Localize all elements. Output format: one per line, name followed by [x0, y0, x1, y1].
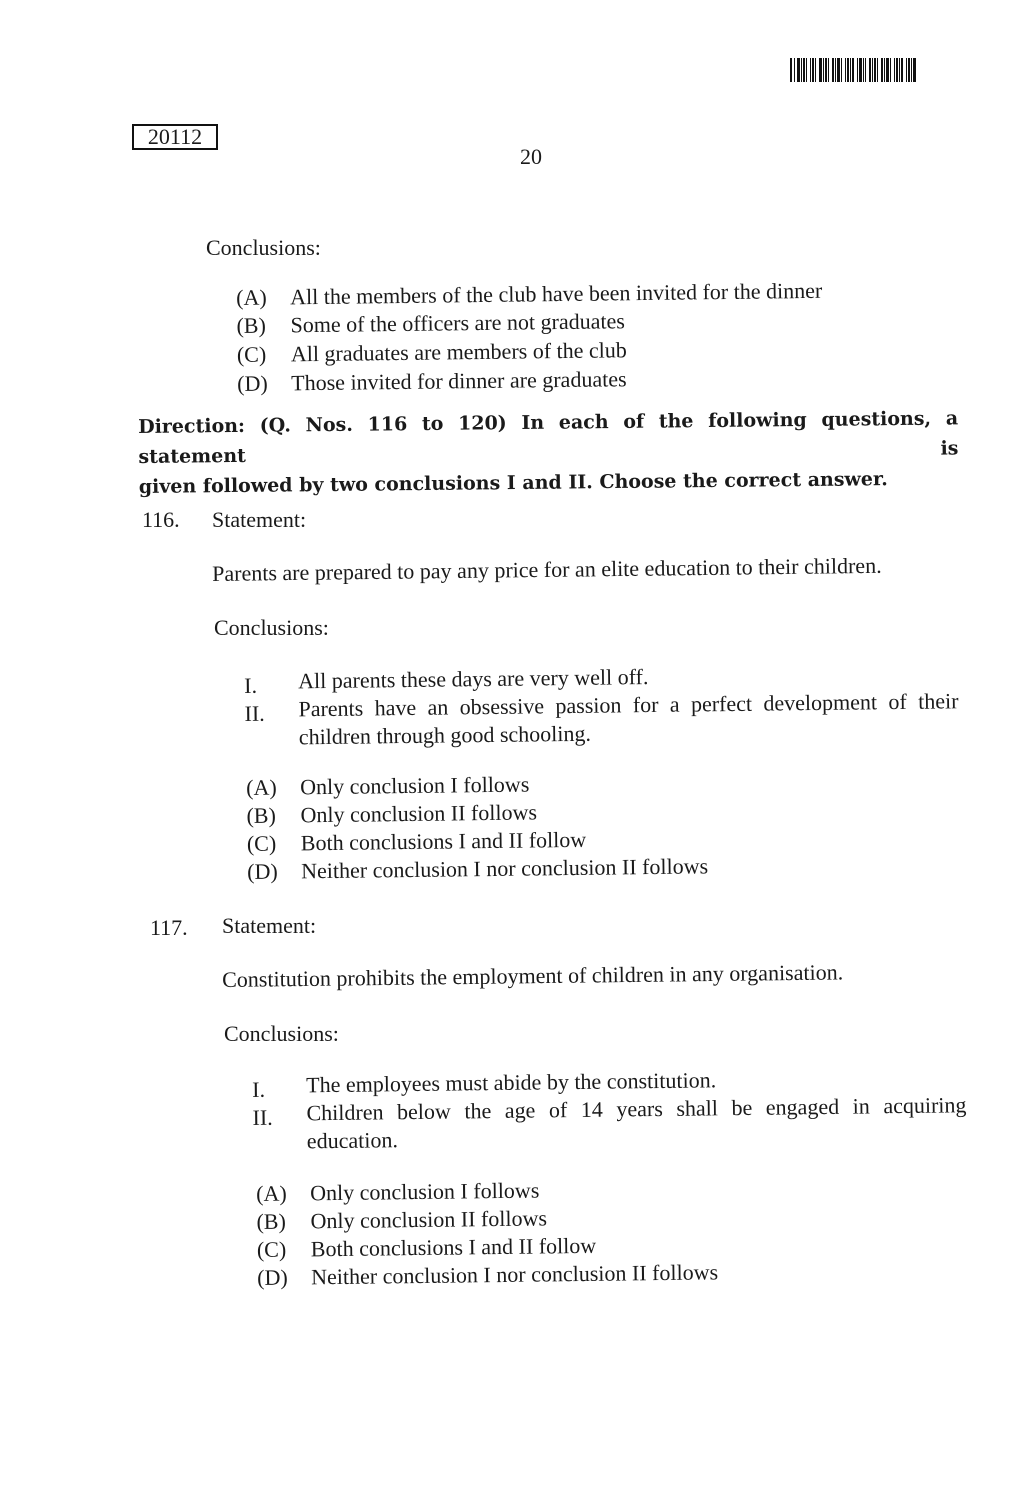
conclusion-text: Parents have an obsessive passion for a perfect development of their	[298, 688, 959, 722]
option-letter[interactable]: (D)	[247, 858, 278, 884]
statement-label: Statement:	[212, 507, 307, 532]
prev-conclusions-label: Conclusions:	[206, 235, 321, 260]
option-text[interactable]: Only conclusion II follows	[310, 1205, 548, 1234]
option-letter[interactable]: (C)	[256, 1236, 287, 1262]
conclusion-number: I.	[252, 1076, 266, 1102]
answer-options	[246, 768, 747, 890]
conclusion-text: Children below the age of 14 years shall be engaged in acquiring	[306, 1092, 967, 1126]
question-number: 116.	[142, 507, 180, 532]
prev-options-list	[236, 276, 877, 400]
option-text[interactable]: Only conclusion I follows	[310, 1177, 540, 1206]
conclusions-list	[252, 1063, 969, 1152]
statement-label: Statement:	[222, 913, 317, 938]
option-text[interactable]: Both conclusions I and II follow	[310, 1232, 597, 1262]
conclusions-label: Conclusions:	[224, 1021, 339, 1046]
option-text: All the members of the club have been invited for the dinner	[290, 277, 823, 310]
conclusions-list	[244, 659, 961, 748]
conclusion-text: All parents these days are very well off.	[298, 664, 649, 694]
paper-code-box	[132, 124, 218, 150]
barcode-icon	[790, 58, 946, 82]
option-letter[interactable]: (B)	[246, 802, 276, 828]
option-letter: (D)	[237, 370, 268, 396]
option-text[interactable]: Neither conclusion I nor conclusion II follows	[311, 1259, 719, 1290]
conclusion-text-cont: children through good schooling.	[298, 720, 592, 750]
question-number: 117.	[150, 915, 188, 940]
direction-line-1: Direction: (Q. Nos. 116 to 120) In each of the following questions, a statement is	[138, 407, 959, 468]
conclusion-text-cont: education.	[306, 1127, 399, 1154]
option-letter: (B)	[236, 312, 266, 338]
option-letter[interactable]: (A)	[256, 1180, 287, 1206]
option-letter[interactable]: (B)	[256, 1208, 286, 1234]
conclusion-number: II.	[244, 700, 265, 726]
direction-line-2: given followed by two conclusions I and II. Choose the correct answer.	[138, 468, 888, 498]
conclusions-label: Conclusions:	[214, 615, 329, 640]
conclusion-number: I.	[244, 672, 258, 698]
conclusion-number: II.	[252, 1104, 273, 1130]
page-number: 20	[520, 144, 542, 169]
option-text: Those invited for dinner are graduates	[291, 366, 627, 396]
conclusion-text: The employees must abide by the constitution.	[306, 1067, 717, 1098]
paper-code: 20112	[147, 124, 203, 149]
option-letter[interactable]: (A)	[246, 774, 277, 800]
option-letter: (C)	[236, 341, 267, 367]
option-text[interactable]: Neither conclusion I nor conclusion II follows	[301, 853, 709, 884]
option-letter[interactable]: (C)	[246, 830, 277, 856]
option-letter: (A)	[236, 284, 267, 310]
option-text[interactable]: Only conclusion II follows	[300, 799, 538, 828]
option-text: All graduates are members of the club	[290, 337, 627, 367]
option-text[interactable]: Only conclusion I follows	[300, 771, 530, 800]
option-text[interactable]: Both conclusions I and II follow	[300, 826, 587, 856]
option-text: Some of the officers are not graduates	[290, 308, 626, 338]
option-letter[interactable]: (D)	[257, 1264, 288, 1290]
answer-options	[256, 1174, 757, 1296]
statement-text: Constitution prohibits the employment of children in any organisation.	[222, 959, 844, 992]
statement-text: Parents are prepared to pay any price for an elite education to their children.	[212, 552, 882, 586]
direction-text	[138, 403, 959, 502]
